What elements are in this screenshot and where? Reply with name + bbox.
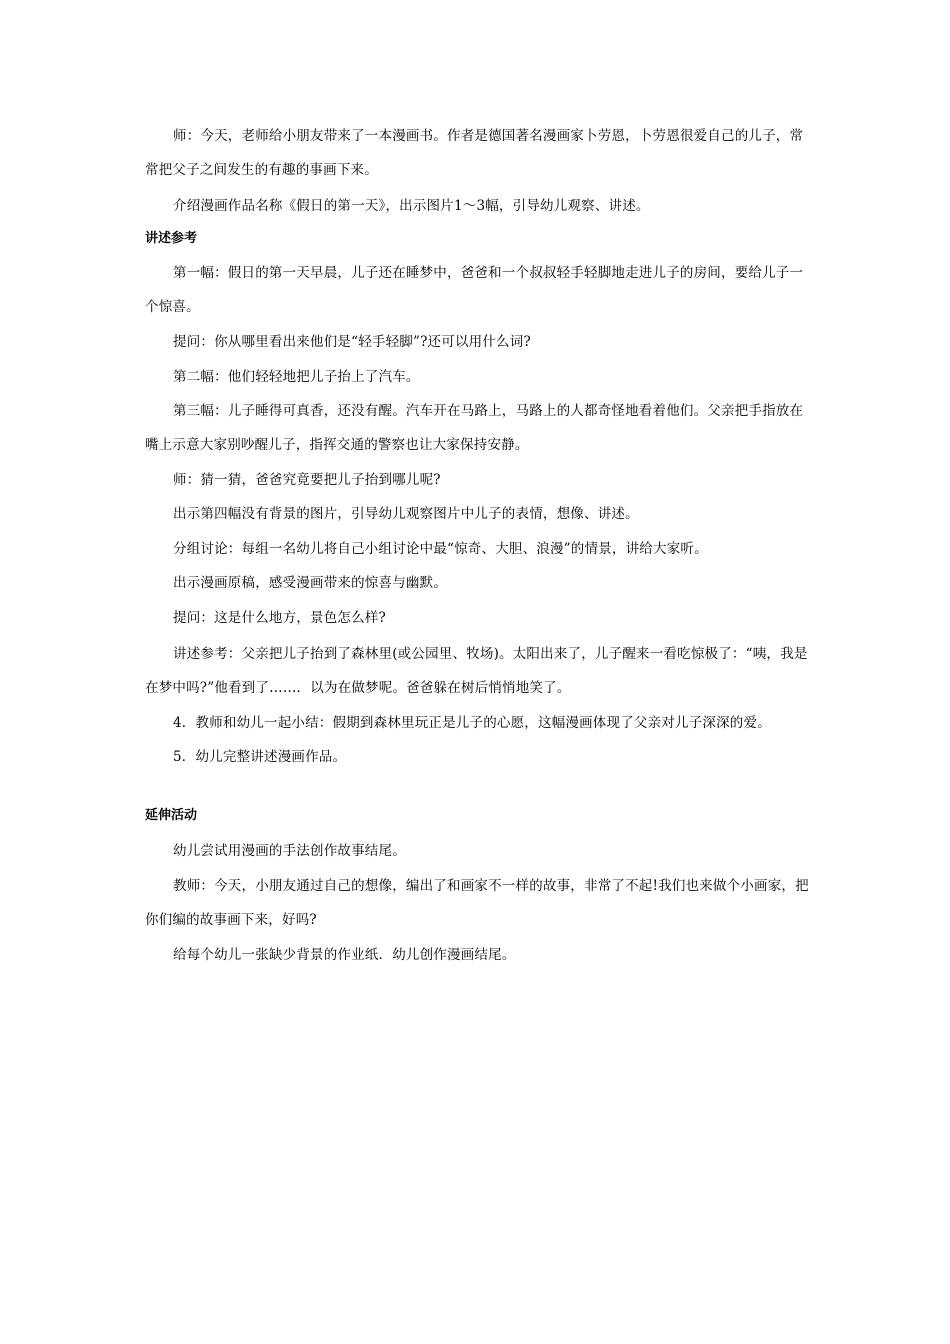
heading-extension-activity: 延伸活动 xyxy=(145,808,198,823)
paragraph-panel-one: 第一幅：假日的第一天早晨，儿子还在睡梦中，爸爸和一个叔叔轻手轻脚地走进儿子的房间，要给儿子一个惊喜。 xyxy=(145,265,804,315)
paragraph-show-original: 出示漫画原稿，感受漫画带来的惊喜与幽默。 xyxy=(173,575,447,591)
paragraph-teacher-intro: 师：今天，老师给小朋友带来了一本漫画书。作者是德国著名漫画家卜劳恩，卜劳恩很爱自己的儿子，常常把父子之间发生的有趣的事画下来。 xyxy=(145,128,804,178)
paragraph-panel-four: 出示第四幅没有背景的图片，引导幼儿观察图片中儿子的表情，想像、讲述。 xyxy=(173,506,639,522)
paragraph-teacher-praise: 教师：今天，小朋友通过自己的想像，编出了和画家不一样的故事，非常了不起!我们也来做个小画家，把你们编的故事画下来，好吗? xyxy=(145,878,809,928)
paragraph-teacher-guess: 师：猜一猜，爸爸究竟要把儿子抬到哪儿呢? xyxy=(173,472,441,488)
paragraph-question-quietly: 提问：你从哪里看出来他们是“轻手轻脚”?还可以用什么词? xyxy=(173,334,531,350)
paragraph-introduce-comic: 介绍漫画作品名称《假日的第一天》，出示图片1～3幅，引导幼儿观察、讲述。 xyxy=(173,198,650,214)
paragraph-panel-three: 第三幅：儿子睡得可真香，还没有醒。汽车开在马路上，马路上的人都奇怪地看着他们。父亲把手指放在嘴上示意大家别吵醒儿子，指挥交通的警察也让大家保持安静。 xyxy=(145,403,804,453)
paragraph-worksheet: 给每个幼儿一张缺少背景的作业纸．幼儿创作漫画结尾。 xyxy=(173,947,516,963)
paragraph-summary: 4．教师和幼儿一起小结：假期到森林里玩正是儿子的心愿，这幅漫画体现了父亲对儿子深深的爱。 xyxy=(173,715,771,731)
paragraph-retell: 5．幼儿完整讲述漫画作品。 xyxy=(173,749,347,765)
paragraph-narration-forest: 讲述参考：父亲把儿子抬到了森林里(或公园里、牧场)。太阳出来了，儿子醒来一看吃惊极了：“咦，我是在梦中吗?”他看到了……．以为在做梦呢。爸爸躲在树后悄悄地笑了。 xyxy=(145,646,808,696)
paragraph-try-ending: 幼儿尝试用漫画的手法创作故事结尾。 xyxy=(173,843,406,859)
paragraph-panel-two: 第二幅：他们轻轻地把儿子抬上了汽车。 xyxy=(173,369,420,385)
paragraph-question-place: 提问：这是什么地方，景色怎么样? xyxy=(173,610,386,626)
heading-narration-reference: 讲述参考 xyxy=(145,231,198,246)
paragraph-group-discussion: 分组讨论：每组一名幼儿将自己小组讨论中最“惊奇、大胆、浪漫”的情景，讲给大家听。 xyxy=(173,541,708,557)
